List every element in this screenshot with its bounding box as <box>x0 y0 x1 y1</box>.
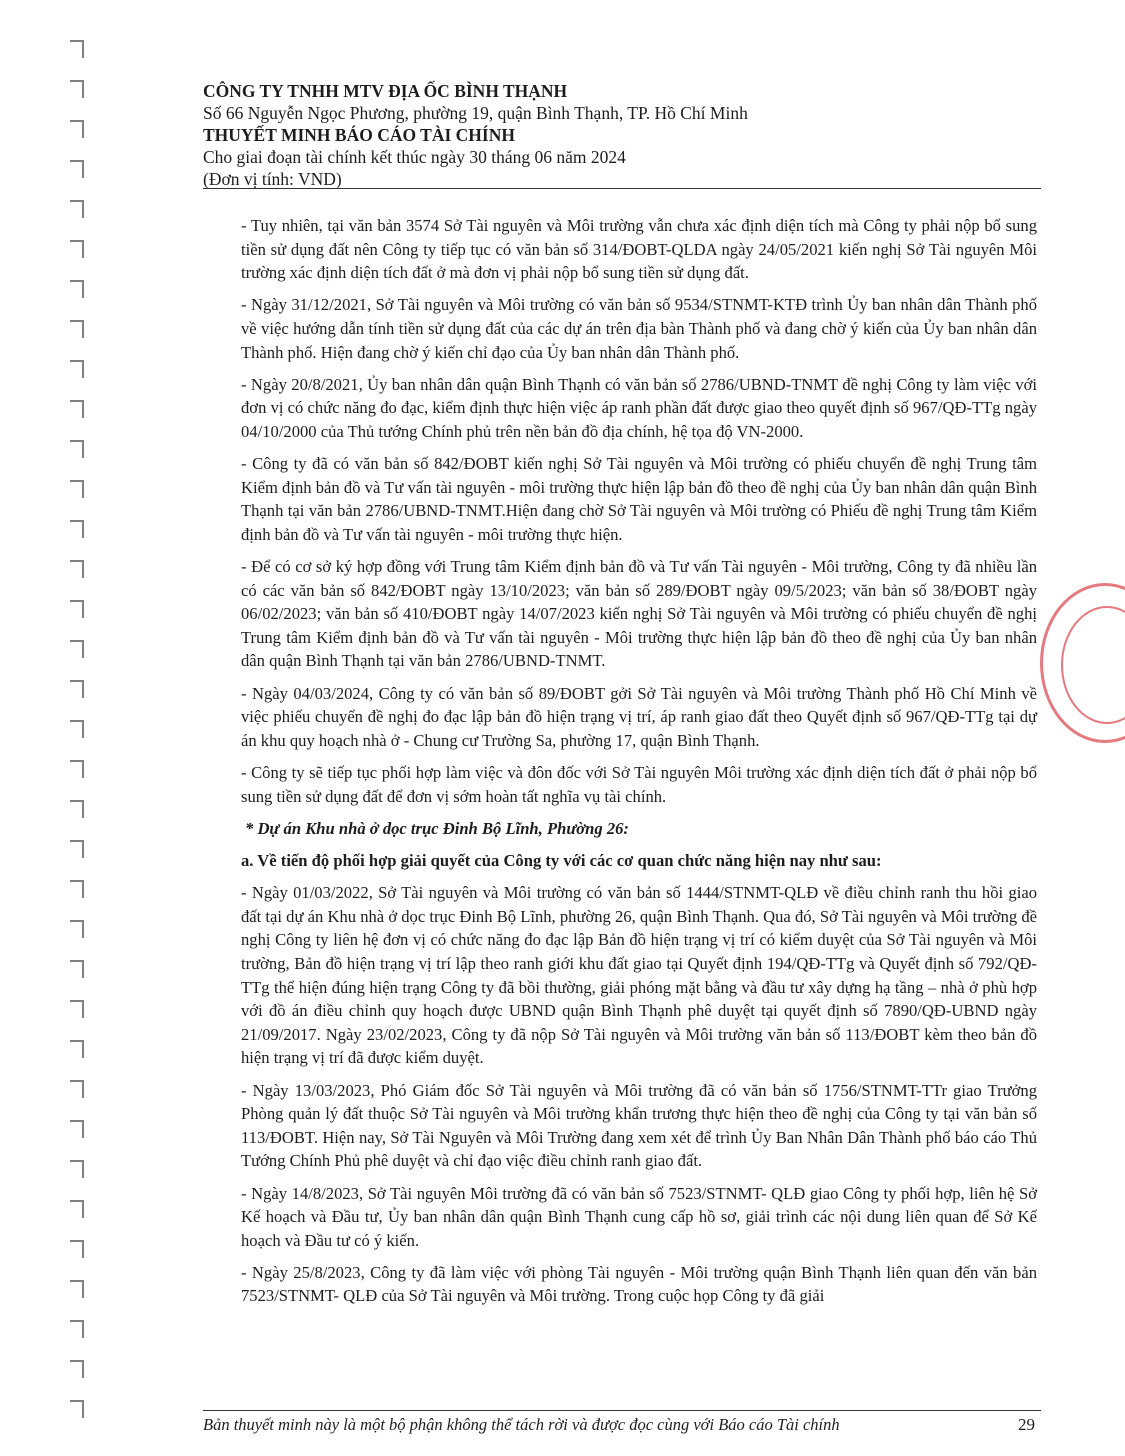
binding-ring-icon <box>70 960 84 978</box>
binding-ring-icon <box>70 240 84 258</box>
binding-ring-icon <box>70 720 84 738</box>
binding-ring-icon <box>70 1160 84 1178</box>
document-title: THUYẾT MINH BÁO CÁO TÀI CHÍNH <box>203 125 515 145</box>
seal-inner-ring <box>1061 606 1125 724</box>
body-paragraph: - Tuy nhiên, tại văn bản 3574 Sở Tài nguyên và Môi trường vẫn chưa xác định diện tích mà Công ty phải nộp bổ sung tiền sử dụng đất nên Công ty tiếp tục có văn bản số 314/ĐOBT-QLDA ngày 24/05/2021 kiến nghị Sở Tài nguyên Môi trường xác định diện tích đất ở mà đơn vị phải nộp bổ sung tiền sử dụng đất. <box>241 216 1037 283</box>
page-number: 29 <box>1018 1415 1035 1434</box>
binding-ring-icon <box>70 880 84 898</box>
binding-ring-icon <box>70 800 84 818</box>
binding-ring-icon <box>70 440 84 458</box>
reporting-period: Cho giai đoạn tài chính kết thúc ngày 30 tháng 06 năm 2024 <box>203 147 626 167</box>
binding-ring-icon <box>70 1200 84 1218</box>
body-paragraph: - Ngày 20/8/2021, Ủy ban nhân dân quận Bình Thạnh có văn bản số 2786/UBND-TNMT đề nghị Công ty làm việc với đơn vị có chức năng đo đạc, kiểm định thực hiện việc áp ranh phần đất được giao theo quyết định số 967/QĐ-TTg ngày 04/10/2000 của Thủ tướng Chính phủ trên nền bản đồ địa chính, hệ tọa độ VN-2000. <box>241 374 1037 441</box>
section-heading: a. Về tiến độ phối hợp giải quyết của Công ty với các cơ quan chức năng hiện nay như sau: <box>241 851 882 870</box>
company-name: CÔNG TY TNHH MTV ĐỊA ỐC BÌNH THẠNH <box>203 81 568 101</box>
binding-ring-icon <box>70 1400 84 1418</box>
header-divider <box>203 188 1041 189</box>
binding-ring-icon <box>70 200 84 218</box>
body-paragraph: - Ngày 04/03/2024, Công ty có văn bản số 89/ĐOBT gởi Sở Tài nguyên và Môi trường Thành phố Hồ Chí Minh về việc phiếu chuyển đề nghị đo đạc lập bản đồ hiện trạng vị trí, áp ranh giao đất theo Quyết định số 967/QĐ-TTg tại dự án khu quy hoạch nhà ở - Chung cư Trường Sa, phường 17, quận Bình Thạnh. <box>241 683 1037 750</box>
binding-ring-icon <box>70 1040 84 1058</box>
binding-ring-icon <box>70 400 84 418</box>
binding-ring-icon <box>70 320 84 338</box>
binding-ring-icon <box>70 520 84 538</box>
company-seal-stamp <box>1040 583 1125 743</box>
body-paragraph: - Ngày 01/03/2022, Sở Tài nguyên và Môi trường có văn bản số 1444/STNMT-QLĐ về điều chỉnh ranh thu hồi giao đất tại dự án Khu nhà ở dọc trục Đinh Bộ Lĩnh, phường 26, quận Bình Thạnh. Qua đó, Sở Tài nguyên và Môi trường đề nghị Công ty liên hệ đơn vị có chức năng đo đạc lập Bản đồ hiện trạng vị trí có kiểm duyệt của Sở Tài nguyên và Môi trường, Bản đồ hiện trạng vị trí lập theo ranh giới khu đất giao tại Quyết định 194/QĐ-TTg và Quyết định số 792/QĐ-TTg thể hiện đúng hiện trạng Công ty đã bồi thường, giải phóng mặt bằng và đầu tư xây dựng hạ tầng – nhà ở phù hợp với đồ án điều chỉnh quy hoạch được UBND quận Bình Thạnh phê duyệt tại quyết định số 7890/QĐ-UBND ngày 21/09/2017. Ngày 23/02/2023, Công ty đã nộp Sở Tài nguyên và Môi trường văn bản số 113/ĐOBT kèm theo bản đồ hiện trạng vị trí đã được kiểm duyệt. <box>241 883 1037 1068</box>
body-paragraph: - Công ty sẽ tiếp tục phối hợp làm việc và đôn đốc với Sở Tài nguyên Môi trường xác định diện tích đất ở phải nộp bổ sung tiền sử dụng đất để đơn vị sớm hoàn tất nghĩa vụ tài chính. <box>241 763 1037 806</box>
binding-ring-icon <box>70 1120 84 1138</box>
binding-ring-icon <box>70 160 84 178</box>
binding-ring-icon <box>70 280 84 298</box>
currency-unit: (Đơn vị tính: VND) <box>203 169 342 189</box>
binding-ring-icon <box>70 600 84 618</box>
binding-ring-icon <box>70 920 84 938</box>
body-paragraph: - Để có cơ sở ký hợp đồng với Trung tâm Kiểm định bản đồ và Tư vấn Tài nguyên - Môi trường, Công ty đã nhiều lần có các văn bản số 842/ĐOBT ngày 13/10/2023; văn bản số 289/ĐOBT ngày 09/5/2023; văn bản số 38/ĐOBT ngày 06/02/2023; văn bản số 410/ĐOBT ngày 14/07/2023 kiến nghị Sở Tài nguyên và Môi trường có phiếu chuyển đề nghị Trung tâm Kiểm định bản đồ và Tư vấn tài nguyên - Môi trường thực hiện lập bản đồ theo đề nghị của Ủy ban nhân dân quận Bình Thạnh tại văn bản 2786/UBND-TNMT. <box>241 557 1037 671</box>
project-heading: * Dự án Khu nhà ở dọc trục Đinh Bộ Lĩnh, Phường 26: <box>245 818 629 838</box>
binding-ring-icon <box>70 560 84 578</box>
binding-ring-icon <box>70 680 84 698</box>
binding-ring-icon <box>70 760 84 778</box>
binding-ring-icon <box>70 1240 84 1258</box>
binding-ring-icon <box>70 1280 84 1298</box>
binding-ring-icon <box>70 1080 84 1098</box>
binding-ring-icon <box>70 480 84 498</box>
body-paragraph: - Ngày 25/8/2023, Công ty đã làm việc với phòng Tài nguyên - Môi trường quận Bình Thạnh liên quan đến văn bản 7523/STNMT- QLĐ của Sở Tài nguyên và Môi trường. Trong cuộc họp Công ty đã giải <box>241 1262 1037 1306</box>
body-paragraph: - Công ty đã có văn bản số 842/ĐOBT kiến nghị Sở Tài nguyên và Môi trường có phiếu chuyển đề nghị Trung tâm Kiểm định bản đồ và Tư vấn tài nguyên - môi trường thực hiện lập bản đồ theo đề nghị của Ủy ban nhân dân quận Bình Thạnh tại văn bản 2786/UBND-TNMT.Hiện đang chờ Sở Tài nguyên và Môi trường có Phiếu đề nghị Trung tâm Kiểm định bản đồ và Tư vấn tài nguyên - môi trường thực hiện. <box>241 454 1037 544</box>
company-address: Số 66 Nguyễn Ngọc Phương, phường 19, quận Bình Thạnh, TP. Hồ Chí Minh <box>203 103 748 123</box>
binding-ring-icon <box>70 1000 84 1018</box>
body-paragraph: - Ngày 13/03/2023, Phó Giám đốc Sở Tài nguyên và Môi trường đã có văn bản số 1756/STNMT-TTr giao Trưởng Phòng quản lý đất thuộc Sở Tài nguyên và Môi trường khẩn trương thực hiện theo đề nghị của Công ty tại văn bản số 113/ĐOBT. Hiện nay, Sở Tài Nguyên và Môi Trường đang xem xét để trình Ủy Ban Nhân Dân Thành phố báo cáo Thủ Tướng Chính Phủ phê duyệt và chỉ đạo việc điều chỉnh ranh giao đất. <box>241 1080 1037 1171</box>
body-paragraph: - Ngày 31/12/2021, Sở Tài nguyên và Môi trường có văn bản số 9534/STNMT-KTĐ trình Ủy ban nhân dân Thành phố về việc hướng dẫn tính tiền sử dụng đất của các dự án trên địa bàn Thành phố và đang chờ ý kiến của Ủy ban nhân dân Thành phố. Hiện đang chờ ý kiến chỉ đạo của Ủy ban nhân dân Thành phố. <box>241 295 1037 362</box>
binding-ring-icon <box>70 1360 84 1378</box>
binding-ring-icon <box>70 360 84 378</box>
document-body <box>241 214 1037 1317</box>
binding-ring-icon <box>70 40 84 58</box>
footer-divider <box>203 1410 1041 1411</box>
body-paragraph: - Ngày 14/8/2023, Sở Tài nguyên Môi trường đã có văn bản số 7523/STNMT- QLĐ giao Công ty phối hợp, liên hệ Sở Kế hoạch và Đầu tư, Ủy ban nhân dân quận Bình Thạnh cung cấp hồ sơ, giải trình các nội dung liên quan để Sở Kế hoạch và Đầu tư có ý kiến. <box>241 1183 1037 1250</box>
binding-ring-icon <box>70 80 84 98</box>
binding-ring-icon <box>70 1320 84 1338</box>
document-header <box>203 80 1043 190</box>
footer-note: Bản thuyết minh này là một bộ phận không thể tách rời và được đọc cùng với Báo cáo Tài chính <box>203 1415 840 1434</box>
binding-ring-icon <box>70 840 84 858</box>
binding-ring-icon <box>70 120 84 138</box>
binding-ring-icon <box>70 640 84 658</box>
binding-holes <box>62 30 92 1450</box>
